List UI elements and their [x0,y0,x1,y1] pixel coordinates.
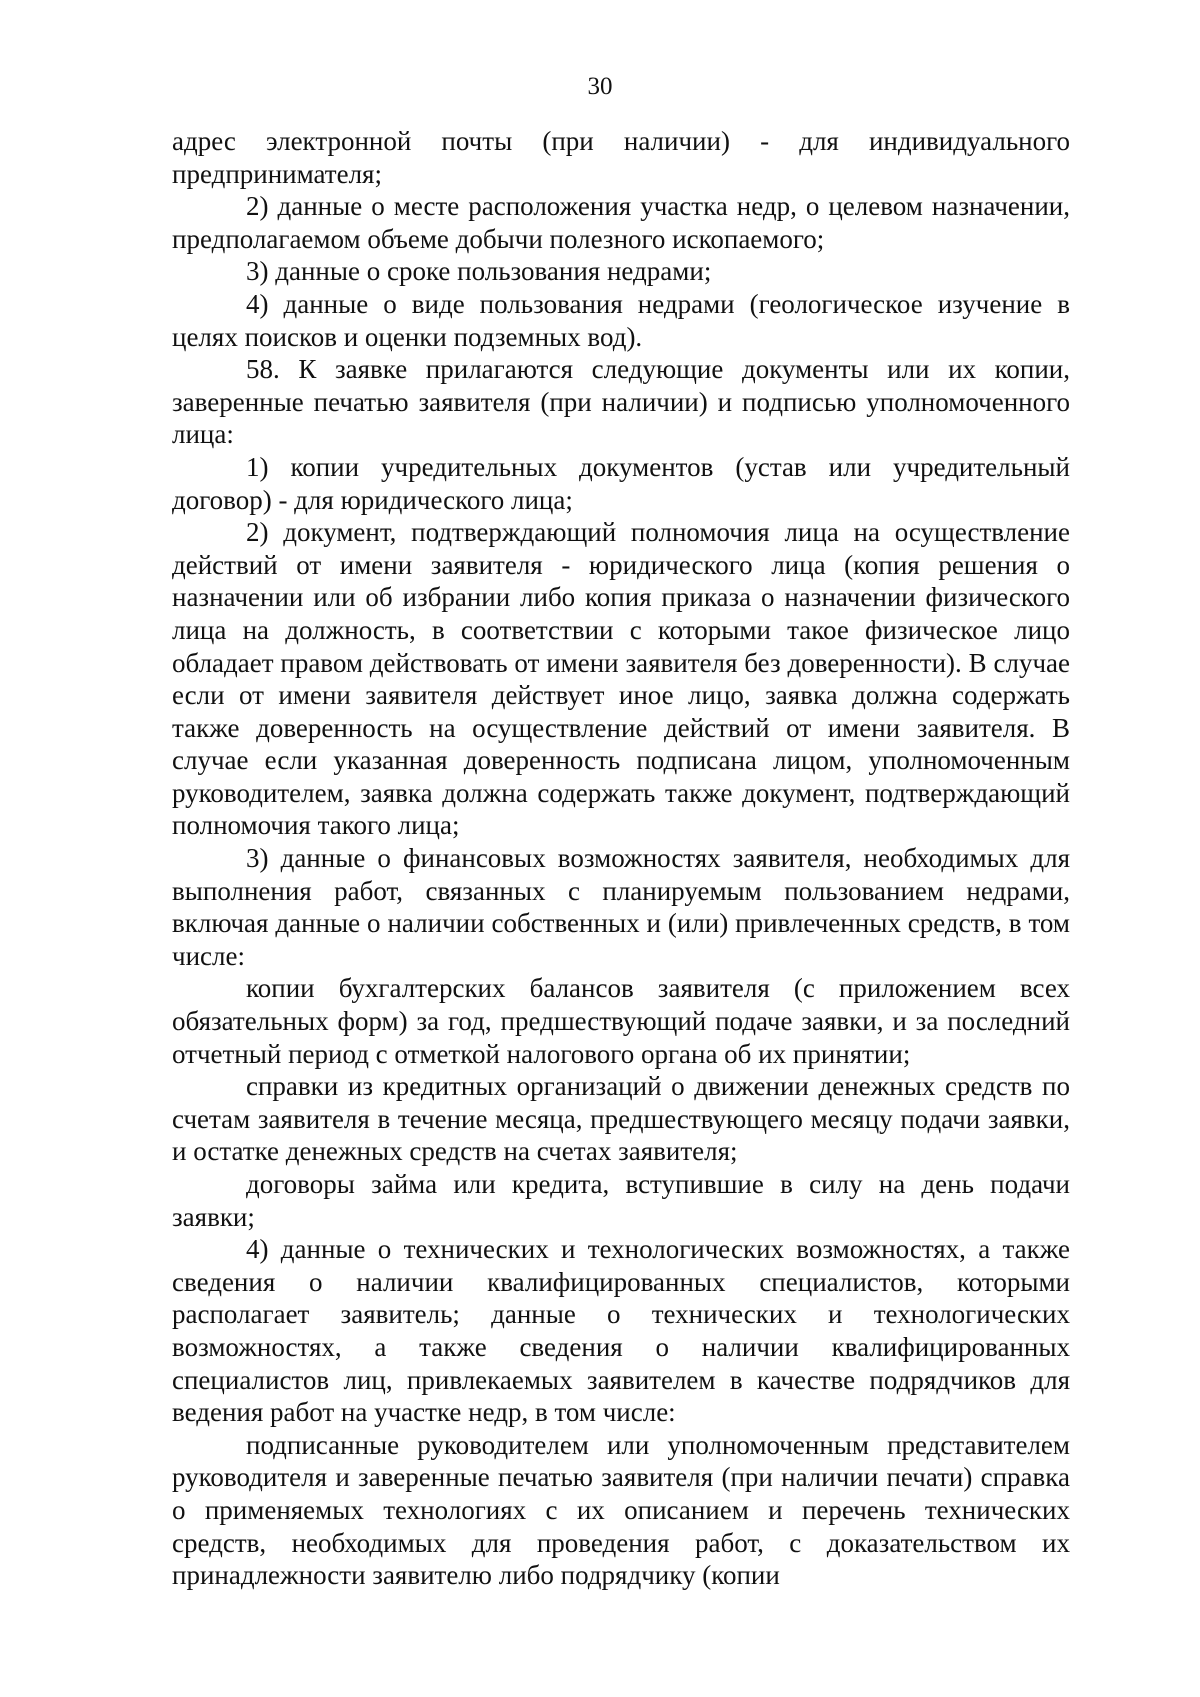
paragraph: 3) данные о сроке пользования недрами; [246,256,712,287]
paragraph: 1) копии учредительных документов (устав или учредительный договор) - для юридического лица; [172,451,1070,515]
document-body [172,125,1070,1592]
paragraph: 4) данные о виде пользования недрами (геологическое изучение в целях поисков и оценки подземных вод). [172,288,1070,352]
paragraph: 3) данные о финансовых возможностях заявителя, необходимых для выполнения работ, связанных с планируемым пользованием недрами, включая данные о наличии собственных и (или) привлеченных средств, в том числе: [172,843,1070,971]
paragraph: 4) данные о технических и технологических возможностях, а также сведения о наличии квалифицированных специалистов, которыми располагает заявитель; данные о технических и технологических возможностях, а также сведения о наличии квалифицированных специалистов лиц, привлекаемых заявителем в качестве подрядчиков для ведения работ на участке недр, в том числе: [172,1234,1070,1428]
paragraph: подписанные руководителем или уполномоченным представителем руководителя и заверенные печатью заявителя (при наличии печати) справка о применяемых технологиях с их описанием и перечень технических средств, необходимых для проведения работ, с доказательством их принадлежности заявителю либо подрядчику (копии [172,1429,1070,1591]
paragraph: адрес электронной почты (при наличии) - для индивидуального предпринимателя; [172,126,1070,189]
paragraph: 2) документ, подтверждающий полномочия лица на осуществление действий от имени заявителя - юридического лица (копия решения о назначении или об избрании либо копия приказа о назначении физического лица на должность, в соответствии с которыми такое физическое лицо обладает правом действовать от имени заявителя без доверенности). В случае если от имени заявителя действует иное лицо, заявка должна содержать также доверенность на осуществление действий от имени заявителя. В случае если указанная доверенность подписана лицом, уполномоченным руководителем, заявка должна содержать также документ, подтверждающий полномочия такого лица; [172,517,1070,841]
paragraph: договоры займа или кредита, вступившие в силу на день подачи заявки; [172,1169,1070,1232]
page-number: 30 [587,73,613,100]
paragraph: 58. К заявке прилагаются следующие документы или их копии, заверенные печатью заявителя (при наличии) и подписью уполномоченного лица: [172,354,1070,450]
paragraph: копии бухгалтерских балансов заявителя (с приложением всех обязательных форм) за год, предшествующий подаче заявки, и за последний отчетный период с отметкой налогового органа об их принятии; [172,973,1070,1069]
paragraph: 2) данные о месте расположения участка недр, о целевом назначении, предполагаемом объеме добычи полезного ископаемого; [172,191,1070,254]
paragraph: справки из кредитных организаций о движении денежных средств по счетам заявителя в течение месяца, предшествующего месяцу подачи заявки, и остатке денежных средств на счетах заявителя; [172,1071,1070,1167]
